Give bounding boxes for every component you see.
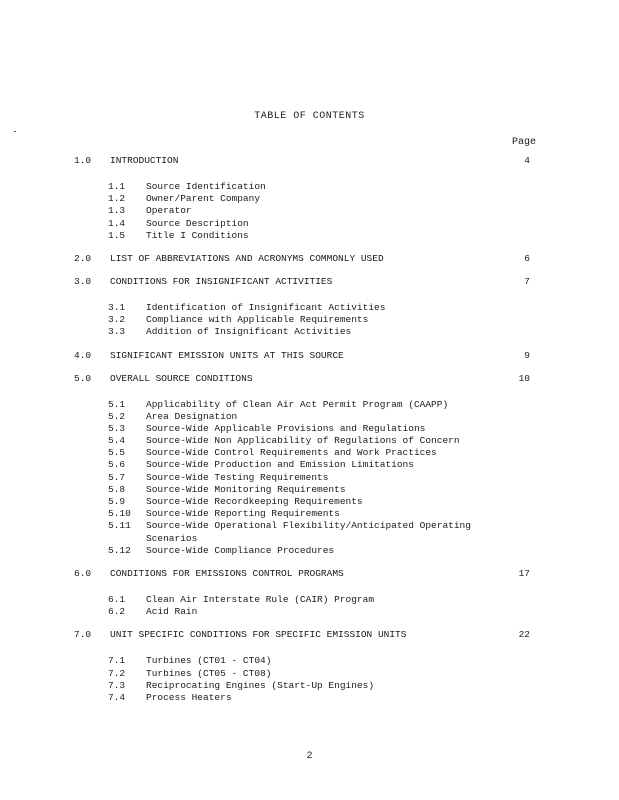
toc-subsection <box>0 193 619 205</box>
section-number: 5.0 <box>74 372 92 384</box>
section-page-number: 10 <box>518 372 530 384</box>
section-number: 3.0 <box>74 275 92 287</box>
subsection-title: Addition of Insignificant Activities <box>146 326 352 338</box>
toc-subsection-list <box>0 399 619 557</box>
toc-subsection <box>0 181 619 193</box>
subsection-number: 5.8 <box>108 483 126 495</box>
section-page-number: 6 <box>524 252 530 264</box>
toc-subsection <box>0 435 619 447</box>
subsection-number: 5.3 <box>108 422 126 434</box>
toc-subsection <box>0 399 619 411</box>
subsection-number: 5.4 <box>108 435 126 447</box>
scan-artifact <box>14 131 16 132</box>
toc-subsection <box>0 302 619 314</box>
toc-section <box>0 568 619 629</box>
subsection-title: Source-Wide Compliance Procedures <box>146 544 335 556</box>
subsection-number: 5.11 <box>108 520 131 532</box>
toc-subsection <box>0 533 619 545</box>
toc-subsection <box>0 692 619 704</box>
toc-section <box>0 155 619 253</box>
footer-page-number: 2 <box>306 751 313 762</box>
toc-section <box>0 253 619 276</box>
subsection-title: Reciprocating Engines (Start-Up Engines) <box>146 679 375 691</box>
toc-subsection <box>0 447 619 459</box>
subsection-number: 1.2 <box>108 193 126 205</box>
section-number: 1.0 <box>74 155 92 166</box>
subsection-number: 5.10 <box>108 508 131 520</box>
toc-subsection <box>0 606 619 618</box>
subsection-number: 1.4 <box>108 217 126 229</box>
subsection-number: 7.1 <box>108 655 126 667</box>
subsection-number: 5.12 <box>108 544 131 556</box>
section-number: 7.0 <box>74 629 92 641</box>
section-title: OVERALL SOURCE CONDITIONS <box>110 372 253 384</box>
subsection-title: Area Designation <box>146 410 238 422</box>
toc-subsection <box>0 472 619 484</box>
toc-section <box>0 373 619 568</box>
toc-subsection <box>0 668 619 680</box>
toc-subsection <box>0 205 619 217</box>
page-column-label: Page <box>512 137 537 148</box>
section-page-number: 22 <box>518 629 530 641</box>
section-page-number: 9 <box>524 349 530 361</box>
toc-subsection <box>0 484 619 496</box>
subsection-number: 3.2 <box>108 314 126 326</box>
toc-section <box>0 629 619 715</box>
subsection-title: Title I Conditions <box>146 229 249 241</box>
section-number: 4.0 <box>74 349 92 361</box>
toc-section-heading <box>0 350 619 362</box>
section-title: SIGNIFICANT EMISSION UNITS AT THIS SOURCE <box>110 349 344 361</box>
subsection-number: 3.1 <box>108 301 126 313</box>
section-title: UNIT SPECIFIC CONDITIONS FOR SPECIFIC EMISSION UNITS <box>110 629 407 641</box>
subsection-number: 5.7 <box>108 471 126 483</box>
toc-subsection-list <box>0 655 619 704</box>
subsection-title: Turbines (CT01 - CT04) <box>146 655 272 667</box>
toc-section-heading <box>0 568 619 580</box>
toc-subsection-list <box>0 302 619 339</box>
subsection-title: Source-Wide Monitoring Requirements <box>146 483 346 495</box>
subsection-number: 5.9 <box>108 496 126 507</box>
subsection-number: 1.1 <box>108 181 126 192</box>
subsection-number: 5.1 <box>108 398 126 410</box>
subsection-number: 3.3 <box>108 326 126 338</box>
subsection-number: 5.5 <box>108 447 126 459</box>
toc-subsection <box>0 459 619 471</box>
toc-section <box>0 276 619 350</box>
section-title: INTRODUCTION <box>110 155 179 166</box>
subsection-title: Source-Wide Non Applicability of Regulations of Concern <box>146 435 460 447</box>
subsection-title: Process Heaters <box>146 691 232 703</box>
toc-subsection <box>0 411 619 423</box>
subsection-number: 1.3 <box>108 205 126 217</box>
toc-subsection <box>0 594 619 606</box>
toc-subsection <box>0 496 619 508</box>
subsection-title: Clean Air Interstate Rule (CAIR) Program <box>146 593 375 605</box>
toc-subsection <box>0 218 619 230</box>
section-title: CONDITIONS FOR INSIGNIFICANT ACTIVITIES <box>110 275 333 287</box>
subsection-title: Turbines (CT05 - CT08) <box>146 667 272 679</box>
subsection-title: Source-Wide Production and Emission Limitations <box>146 459 414 471</box>
section-page-number: 7 <box>524 275 530 287</box>
subsection-title: Source-Wide Testing Requirements <box>146 471 329 483</box>
toc-subsection <box>0 680 619 692</box>
table-of-contents <box>0 155 619 715</box>
subsection-number: 7.2 <box>108 667 126 679</box>
section-title: CONDITIONS FOR EMISSIONS CONTROL PROGRAMS <box>110 567 344 579</box>
section-number: 6.0 <box>74 567 92 579</box>
subsection-number: 6.2 <box>108 606 126 618</box>
toc-subsection <box>0 423 619 435</box>
subsection-title: Source-Wide Reporting Requirements <box>146 508 340 520</box>
subsection-title: Owner/Parent Company <box>146 193 261 205</box>
section-page-number: 4 <box>524 155 530 166</box>
subsection-number: 7.4 <box>108 691 126 703</box>
subsection-title: Source Identification <box>146 181 266 192</box>
subsection-number: 7.3 <box>108 679 126 691</box>
toc-subsection-list <box>0 594 619 618</box>
toc-section-heading <box>0 155 619 167</box>
toc-subsection <box>0 508 619 520</box>
toc-subsection <box>0 545 619 557</box>
page-title: TABLE OF CONTENTS <box>254 111 365 122</box>
subsection-title: Compliance with Applicable Requirements <box>146 314 369 326</box>
subsection-title: Source-Wide Applicable Provisions and Regulations <box>146 422 426 434</box>
subsection-number: 6.1 <box>108 593 126 605</box>
subsection-title: Source-Wide Operational Flexibility/Anticipated Operating <box>146 520 471 532</box>
toc-subsection <box>0 520 619 532</box>
subsection-title: Operator <box>146 205 192 217</box>
toc-section-heading <box>0 373 619 385</box>
subsection-title: Source-Wide Control Requirements and Work Practices <box>146 447 437 459</box>
subsection-number: 5.2 <box>108 410 126 422</box>
toc-section-heading <box>0 629 619 641</box>
toc-subsection <box>0 326 619 338</box>
section-number: 2.0 <box>74 252 92 264</box>
section-title: LIST OF ABBREVIATIONS AND ACRONYMS COMMONLY USED <box>110 252 384 264</box>
subsection-title: Source Description <box>146 217 249 229</box>
subsection-number: 1.5 <box>108 229 126 241</box>
subsection-title: Applicability of Clean Air Act Permit Program (CAAPP) <box>146 398 449 410</box>
subsection-title: Scenarios <box>146 532 198 544</box>
toc-subsection <box>0 314 619 326</box>
section-page-number: 17 <box>518 567 530 579</box>
toc-subsection <box>0 655 619 667</box>
subsection-number: 5.6 <box>108 459 126 471</box>
toc-section-heading <box>0 253 619 265</box>
toc-section <box>0 350 619 373</box>
subsection-title: Identification of Insignificant Activities <box>146 301 386 313</box>
toc-subsection <box>0 230 619 242</box>
subsection-title: Source-Wide Recordkeeping Requirements <box>146 496 363 507</box>
toc-section-heading <box>0 276 619 288</box>
toc-subsection-list <box>0 181 619 242</box>
subsection-title: Acid Rain <box>146 606 198 618</box>
